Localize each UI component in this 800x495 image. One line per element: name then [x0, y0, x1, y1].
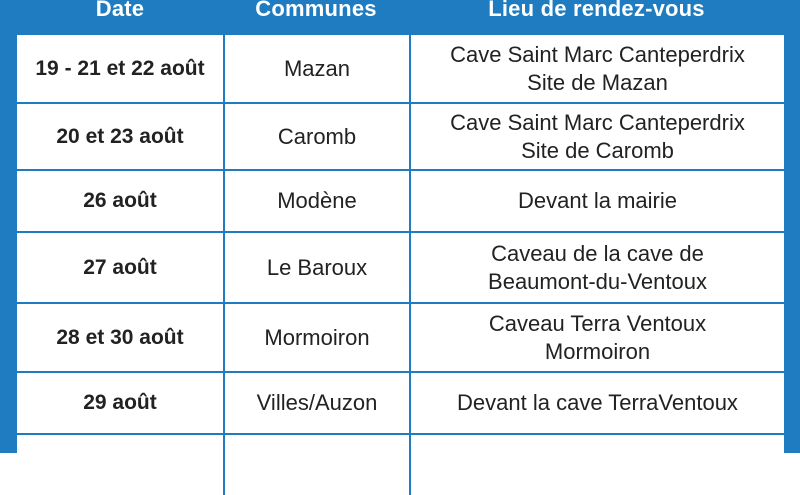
lieu-line: Mormoiron [544, 338, 651, 364]
lieu-cell [409, 435, 784, 495]
date-cell [17, 435, 223, 495]
table-row [17, 104, 784, 171]
commune-cell [223, 435, 409, 495]
header-date: Date [95, 0, 145, 21]
commune-cell: Mormoiron [223, 304, 409, 371]
lieu-line: Caveau Terra Ventoux [488, 310, 707, 336]
lieu-line: Cave Saint Marc Canteperdrix [450, 109, 745, 135]
lieu-cell [409, 104, 784, 169]
lieu-line: Site de Caromb [521, 137, 674, 163]
header-communes: Communes [255, 0, 377, 21]
lieu-line: Site de Mazan [527, 69, 668, 95]
commune-cell: Caromb [223, 104, 409, 169]
lieu-cell [409, 35, 784, 102]
date-cell: 27 août [83, 255, 157, 279]
date-cell: 28 et 30 août [56, 325, 184, 349]
lieu-cell [409, 373, 784, 433]
header-lieu: Lieu de rendez-vous [488, 0, 705, 21]
lieu-cell [409, 171, 784, 231]
commune-cell: Le Baroux [223, 233, 409, 302]
lieu-line: Caveau de la cave de [491, 240, 704, 266]
commune-cell: Modène [223, 171, 409, 231]
table-row [17, 171, 784, 233]
lieu-cell [409, 304, 784, 371]
lieu-line: Cave Saint Marc Canteperdrix [450, 41, 745, 67]
table-header [0, 0, 800, 28]
table-row [17, 435, 784, 495]
lieu-line: Devant la cave TerraVentoux [457, 390, 738, 415]
commune-cell: Mazan [223, 35, 409, 102]
table-row [17, 233, 784, 304]
lieu-line: Devant la mairie [518, 188, 677, 213]
date-cell: 29 août [83, 391, 157, 414]
lieu-cell [409, 233, 784, 302]
lieu-line: Beaumont-du-Ventoux [488, 268, 707, 294]
table-row [17, 304, 784, 373]
table-row [17, 373, 784, 435]
date-cell: 19 - 21 et 22 août [35, 56, 205, 80]
commune-cell: Villes/Auzon [223, 373, 409, 433]
date-cell: 20 et 23 août [56, 124, 184, 148]
table-row [17, 35, 784, 104]
date-cell: 26 août [83, 189, 157, 212]
schedule-table [17, 35, 784, 465]
